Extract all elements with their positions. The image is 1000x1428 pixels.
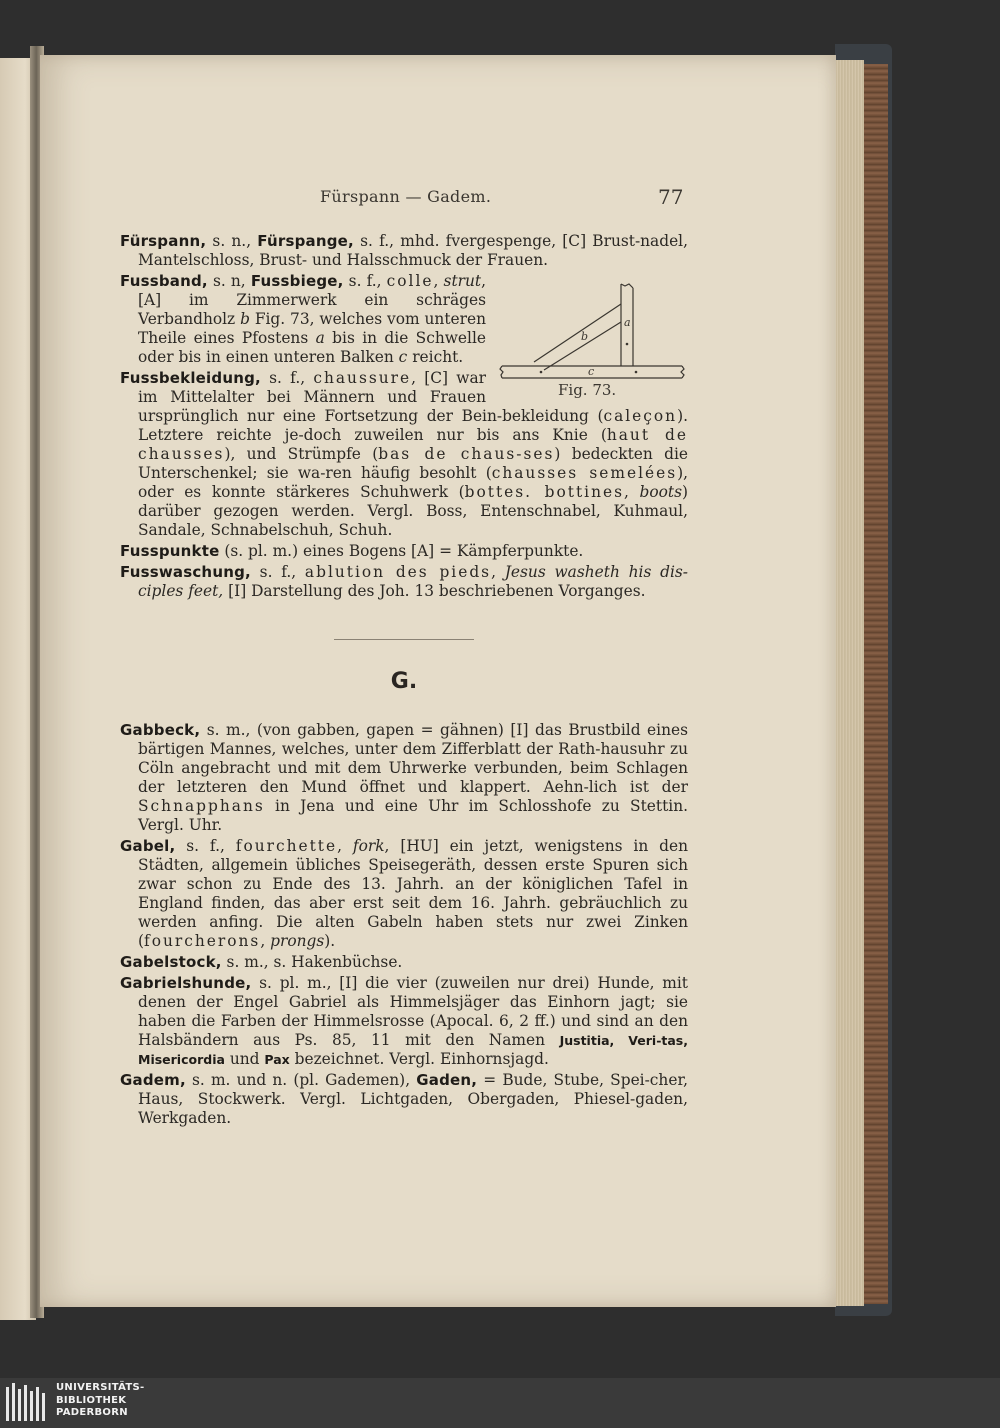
fig-label-b: b [581,330,589,343]
entry-text: c [398,348,408,366]
library-name-line2: BIBLIOTHEK [56,1394,127,1406]
entry-headword: Fussband, [120,272,208,290]
entry-text: strut [443,272,482,290]
entry-headword: Fussbiege, [250,272,344,290]
entry-headword: Fusswaschung, [120,563,251,581]
entry-headword: Gabbeck, [120,721,201,739]
entry-text: s. n, [207,272,251,290]
entry-text: , [A] im Zimmerwerk ein schräges Verbandholz [138,272,486,328]
library-footer [0,1378,1000,1428]
library-logo-icon [2,1381,52,1425]
entry-text: , [337,837,353,855]
figure-73 [496,274,688,399]
entry-headword: Fürspann, [120,232,207,250]
fig-label-c: c [588,365,595,378]
entry-text: Jesus washeth his dis-ciples feet, [138,563,688,600]
entries-top-part1 [120,232,688,270]
section-letter: G. [390,669,418,694]
entry-text: s. f., [250,563,305,581]
entry-text: s. m., (von gabben, gapen = gähnen) [I] das Brustbild eines bärtigen Mannes, welches, unter dem Zifferblatt der Rath-hausuhr zu Cöln angebracht und mit dem Uhrwerke verbunden, beim Schlagen der letzteren den Mund öffnet und klappert. Aehn-lich ist der [138,721,688,796]
page-edges [836,60,864,1306]
figure-caption: Fig. 73. [558,381,617,399]
entry-text: s. f., [343,272,387,290]
dictionary-entry [120,1071,688,1128]
entry-headword: Gaden, [416,1071,478,1089]
entry-text: ), und Strümpfe ( [224,445,379,463]
dictionary-entry [120,974,688,1069]
entry-text: chaussure [313,369,412,387]
entry-text: ). Letztere reichte je-doch zuweilen nur bis ans Knie ( [138,407,688,444]
entry-text: , [433,272,444,290]
entry-headword: Gabrielshunde, [120,974,252,992]
fig-label-a: a [624,316,631,329]
entry-text: haut de chausses [138,426,688,463]
entry-headword: Pax [264,1052,290,1067]
dictionary-entry [120,837,688,951]
library-name-line3: PADERBORN [56,1407,128,1418]
entry-text: ablution des pieds [304,563,492,581]
entry-text: , [491,563,505,581]
entry-text: = Bude, Stube, Spei-cher, Haus, Stockwerk. Vergl. Lichtgaden, Obergaden, Phiesel-gaden, Werkgaden. [138,1071,689,1127]
entry-text: Fig. 73, welches vom unteren Theile eines Pfostens [138,310,486,347]
entry-headword: Gadem, [120,1071,186,1089]
entry-text: chausses semelées [491,464,678,482]
section-divider [334,639,474,640]
entry-text: ), oder es konnte stärkeres Schuhwerk ( [138,464,689,501]
entry-text: , [C] war im Mittelalter bei Männern und Frauen ursprünglich nur eine Fortsetzung der Bein-bekleidung ( [138,369,604,425]
page-number: 77 [658,185,684,209]
entry-text: ) bedeckten die Unterschenkel; sie wa-ren häufig besohlt ( [138,445,688,482]
entry-text: caleçon [603,407,678,425]
entry-text: , [624,483,640,501]
book-spine [864,64,888,1304]
entry-text: , [260,932,271,950]
truss-diagram [496,274,688,384]
entry-text: fork [352,837,385,855]
book-page [40,55,836,1307]
entry-text: s. f., [260,369,314,387]
dictionary-entry [120,542,688,561]
entry-headword: Fürspange, [257,232,354,250]
entry-text: b [240,310,250,328]
library-name [56,1382,145,1420]
entry-text: in Jena und eine Uhr im Schlosshofe zu Stettin. Vergl. Uhr. [138,797,688,834]
entry-text: s. m. und n. (pl. Gademen), [185,1071,417,1089]
entry-text: s. m., s. Hakenbüchse. [221,953,403,971]
entry-headword: Fusspunkte [120,542,220,560]
entry-text: ) darüber gezogen werden. Vergl. Boss, Entenschnabel, Kuhmaul, Sandale, Schnabelschuh, Schuh. [138,483,689,539]
entry-text: bis in die Schwelle oder bis in einen unteren Balken [138,329,486,366]
dictionary-entry [120,232,688,270]
entry-text: (s. pl. m.) eines Bogens [A] = Kämpferpunkte. [219,542,584,560]
entry-text: fourcherons [144,932,261,950]
dictionary-entry [120,563,688,601]
entry-text: , [HU] ein jetzt, wenigstens in den Städten, allgemein übliches Speisegeräth, dessen erste Spuren sich zwar schon zu Ende des 13. Jahrh. an der königlichen Tafel in England finden, das aber erst seit dem 16. Jahrh. gebräuchlich zu werden anfing. Die alten Gabeln haben stets nur zwei Zinken ( [138,837,688,950]
dictionary-entry [120,953,688,972]
entry-headword: Justitia, Veri-tas, Misericordia [138,1033,688,1067]
entries-bottom [120,721,688,1128]
entry-text: fourchette [235,837,338,855]
entry-text: s. f., mhd. fvergespenge, [C] Brust-nadel, Mantelschloss, Brust- und Halsschmuck der Frauen. [138,232,689,269]
entry-text: s. pl. m., [I] die vier (zuweilen nur drei) Hunde, mit denen der Engel Gabriel als Himmelsjäger das Einhorn jagt; sie haben die Farben der Himmelsrosse (Apocal. 6, 2 ff.) und sind an den Halsbändern aus Ps. 85, 11 mit den Namen [138,974,688,1049]
entry-text: a [315,329,325,347]
entry-text: reicht. [407,348,464,366]
entry-headword: Gabel, [120,837,176,855]
page-header [40,185,836,211]
entry-text: bezeichnet. Vergl. Einhornsjagd. [289,1050,549,1068]
entry-text: und [224,1050,265,1068]
entry-headword: Gabelstock, [120,953,222,971]
entry-text: colle [386,272,434,290]
brace-b [534,304,621,370]
entry-text: boots [639,483,682,501]
entry-text: bottes. bottines [464,483,625,501]
entry-text: ). [324,932,336,950]
entry-text: prongs [270,932,325,950]
entry-headword: Fussbekleidung, [120,369,261,387]
library-name-line1: UNIVERSITÄTS- [56,1382,145,1393]
entry-text: Schnapphans [138,797,265,815]
dictionary-entry [120,721,688,835]
entry-text: bas de chaus-ses [378,445,555,463]
entry-text: s. n., [206,232,258,250]
text-block [120,232,688,1130]
running-head: Fürspann — Gadem. [320,187,492,206]
entry-text: s. f., [175,837,236,855]
entry-text: [I] Darstellung des Joh. 13 beschriebenen Vorganges. [223,582,646,600]
